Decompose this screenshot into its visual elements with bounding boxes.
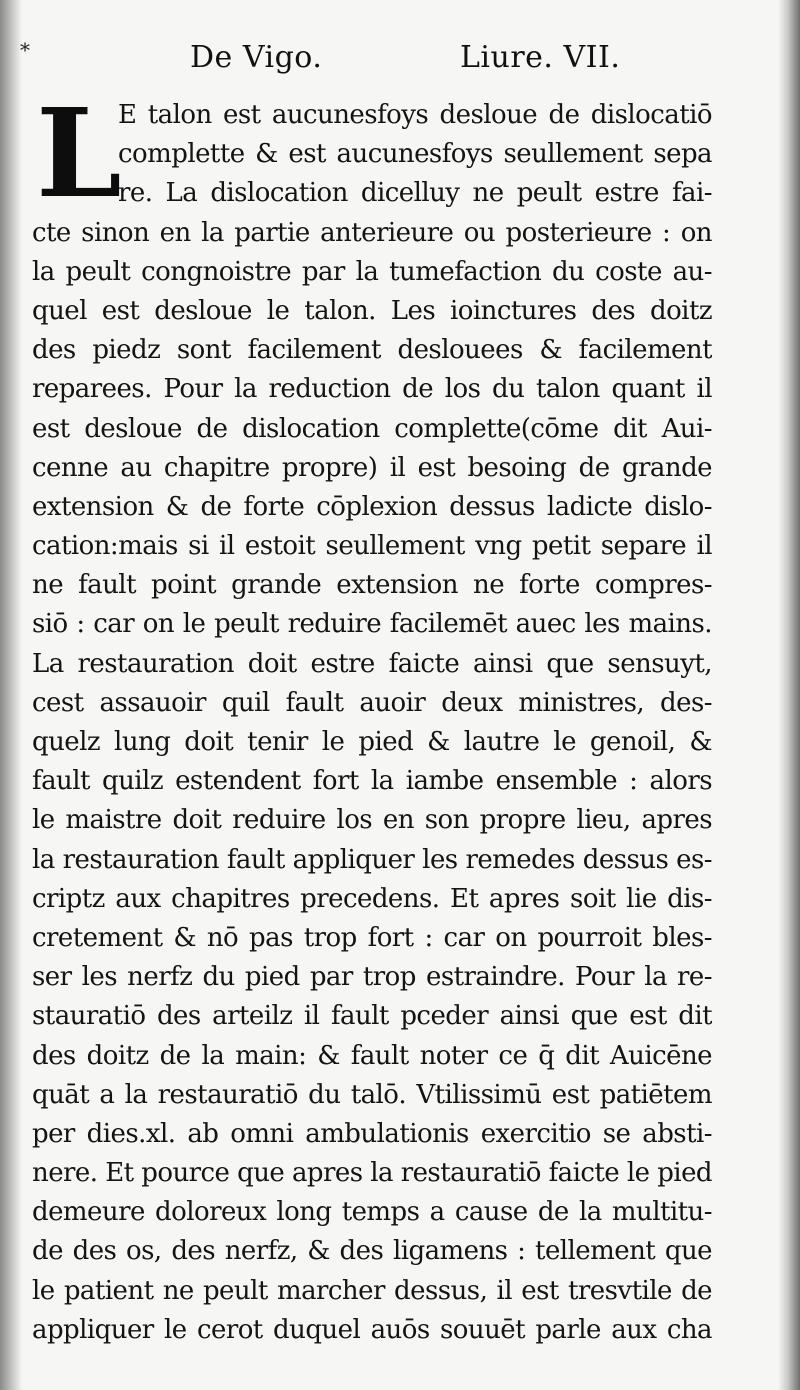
text-line: quāt a la restauratiō du talō. Vtilissimū est patiētem xyxy=(32,1079,712,1110)
body-text xyxy=(32,96,712,1350)
text-line: la peult congnoistre par la tumefaction du coste au- xyxy=(32,256,712,287)
text-line: cest assauoir quil fault auoir deux ministres, des- xyxy=(32,687,712,718)
edge-mark: * xyxy=(20,38,30,62)
text-line: quelz lung doit tenir le pied & lautre le genoil, & xyxy=(32,727,712,757)
text-line: le maistre doit reduire los en son propre lieu, apres xyxy=(32,805,712,836)
text-line: complette & est aucunesfoys seullement sepa xyxy=(118,139,712,170)
text-line: quel est desloue le talon. Les ioinctures des doitz xyxy=(32,295,712,326)
running-head-book: Liure. VII. xyxy=(460,40,621,75)
text-line: reparees. Pour la reduction de los du talon quant il xyxy=(32,374,712,405)
text-line: per dies.xl. ab omni ambulationis exercitio se absti- xyxy=(32,1118,712,1149)
text-line: fault quilz estendent fort la iambe ensemble : alors xyxy=(32,766,712,797)
text-line: cenne au chapitre propre) il est besoing de grande xyxy=(32,452,712,483)
text-line: demeure doloreux long temps a cause de la multitu- xyxy=(32,1197,712,1228)
text-line: de des os, des nerfz, & des ligamens : tellement que xyxy=(32,1236,712,1267)
text-line: des piedz sont facilement deslouees & facilement xyxy=(32,335,712,366)
text-line: criptz aux chapitres precedens. Et apres soit lie dis- xyxy=(32,883,712,914)
text-line: cation:mais si il estoit seullement vng petit separe il xyxy=(32,531,712,562)
text-line: des doitz de la main: & fault noter ce q̄ dit Auicēne xyxy=(32,1040,712,1071)
text-line: stauratiō des arteilz il fault pceder ainsi que est dit xyxy=(32,1001,712,1032)
text-line: cte sinon en la partie anterieure ou posterieure : on xyxy=(32,217,712,248)
text-line: re. La dislocation dicelluy ne peult estre fai- xyxy=(118,178,712,209)
text-line: ser les nerfz du pied par trop estraindre. Pour la re- xyxy=(32,962,712,993)
text-line: extension & de forte cōplexion dessus ladicte dislo- xyxy=(32,491,712,522)
text-line: E talon est aucunesfoys desloue de dislocatiō xyxy=(118,100,712,130)
text-line: appliquer le cerot duquel auōs souuēt parle aux cha xyxy=(32,1314,712,1345)
running-head-author: De Vigo. xyxy=(190,40,323,75)
page-edge-shadow xyxy=(778,0,800,1390)
text-line: La restauration doit estre faicte ainsi que sensuyt, xyxy=(32,648,712,679)
text-line: nere. Et pource que apres la restauratiō faicte le pied xyxy=(32,1158,712,1189)
text-line: siō : car on le peult reduire facilemēt auec les mains. xyxy=(32,609,712,640)
drop-cap: L xyxy=(36,81,122,225)
text-line: le patient ne peult marcher dessus, il est tresvtile de xyxy=(32,1275,712,1306)
text-line: est desloue de dislocation complette(cōme dit Aui- xyxy=(32,413,712,444)
text-line: la restauration fault appliquer les remedes dessus es- xyxy=(32,844,712,875)
text-line: ne fault point grande extension ne forte compres- xyxy=(32,570,712,601)
text-line: cretement & nō pas trop fort : car on pourroit bles- xyxy=(32,922,712,953)
binding-shadow xyxy=(0,0,22,1390)
